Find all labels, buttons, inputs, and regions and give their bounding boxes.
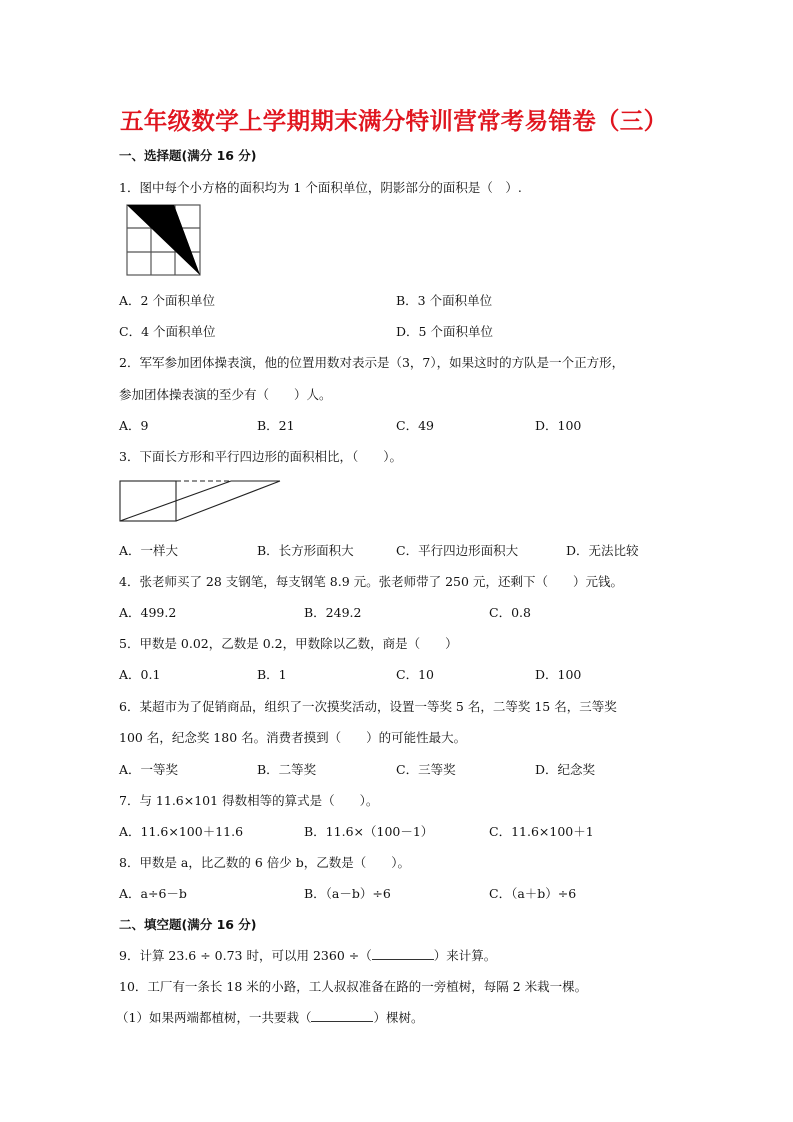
question-8-option-c: C．（a＋b）÷6 — [489, 886, 577, 901]
question-9-text-after: ）来计算。 — [433, 948, 497, 963]
rectangle-parallelogram-figure — [119, 479, 283, 523]
question-3-option-b: B．长方形面积大 — [257, 543, 354, 558]
question-10-part-1-text-after: ）棵树。 — [373, 1010, 424, 1025]
question-5-option-c: C．10 — [396, 667, 434, 682]
question-4-option-b: B．249.2 — [304, 605, 362, 620]
question-1-option-c: C．4 个面积单位 — [119, 324, 216, 339]
question-6-option-c: C．三等奖 — [396, 762, 456, 777]
question-2-stem-line1: 2．军军参加团体操表演，他的位置用数对表示是（3，7），如果这时的方队是一个正方形， — [119, 355, 625, 370]
question-1-option-b: B．3 个面积单位 — [396, 293, 493, 308]
question-5-option-a: A．0.1 — [119, 667, 161, 682]
question-7-stem: 7．与 11.6×101 得数相等的算式是（ ）。 — [119, 793, 379, 808]
question-2-option-a: A．9 — [119, 418, 149, 433]
question-5-stem: 5．甲数是 0.02，乙数是 0.2，甲数除以乙数，商是（ ） — [119, 636, 458, 651]
question-7-option-b: B．11.6×（100－1） — [304, 824, 434, 839]
grid-shaded-triangle-figure — [126, 204, 202, 276]
question-3-option-d: D．无法比较 — [566, 543, 639, 558]
question-2-stem-line2: 参加团体操表演的至少有（ ）人。 — [119, 387, 332, 402]
question-6-stem-line2: 100 名，纪念奖 180 名。消费者摸到（ ）的可能性最大。 — [119, 730, 467, 745]
question-4-option-a: A．499.2 — [119, 605, 177, 620]
question-5-option-d: D．100 — [535, 667, 582, 682]
question-5-option-b: B．1 — [257, 667, 287, 682]
question-9-stem — [119, 946, 496, 964]
question-3-option-c: C．平行四边形面积大 — [396, 543, 519, 558]
page-title: 五年级数学上学期期末满分特训营常考易错卷（三） — [120, 107, 668, 135]
question-4-option-c: C．0.8 — [489, 605, 531, 620]
question-6-option-d: D．纪念奖 — [535, 762, 596, 777]
question-1-option-a: A．2 个面积单位 — [119, 293, 215, 308]
question-9-text-before: 9．计算 23.6 ÷ 0.73 时，可以用 2360 ÷（ — [119, 948, 372, 963]
question-10-part-1 — [116, 1008, 423, 1026]
question-6-option-b: B．二等奖 — [257, 762, 317, 777]
question-4-stem: 4．张老师买了 28 支钢笔，每支钢笔 8.9 元。张老师带了 250 元，还剩下（ ）元钱。 — [119, 574, 623, 589]
question-6-option-a: A．一等奖 — [119, 762, 179, 777]
question-10-stem: 10．工厂有一条长 18 米的小路，工人叔叔准备在路的一旁植树，每隔 2 米栽一棵。 — [119, 979, 588, 994]
question-8-option-a: A．a÷6－b — [119, 886, 187, 901]
question-7-option-a: A．11.6×100＋11.6 — [119, 824, 244, 839]
question-6-stem-line1: 6．某超市为了促销商品，组织了一次摸奖活动，设置一等奖 5 名，二等奖 15 名，三等奖 — [119, 699, 617, 714]
section-heading-fill-in: 二、填空题(满分 16 分) — [119, 917, 257, 932]
question-10-part-1-text-before: （1）如果两端都植树，一共要栽（ — [116, 1010, 312, 1025]
question-2-option-b: B．21 — [257, 418, 295, 433]
question-8-option-b: B．（a－b）÷6 — [304, 886, 391, 901]
question-2-option-d: D．100 — [535, 418, 582, 433]
question-1-option-d: D．5 个面积单位 — [396, 324, 493, 339]
question-8-stem: 8．甲数是 a，比乙数的 6 倍少 b，乙数是（ ）。 — [119, 855, 411, 870]
answer-blank[interactable] — [372, 947, 434, 960]
question-2-option-c: C．49 — [396, 418, 434, 433]
question-3-option-a: A．一样大 — [119, 543, 179, 558]
section-heading-multiple-choice: 一、选择题(满分 16 分) — [119, 148, 257, 163]
question-1-stem: 1．图中每个小方格的面积均为 1 个面积单位，阴影部分的面积是（ ）. — [119, 180, 522, 195]
question-7-option-c: C．11.6×100＋1 — [489, 824, 594, 839]
question-3-stem: 3．下面长方形和平行四边形的面积相比，（ ）。 — [119, 449, 402, 464]
answer-blank[interactable] — [311, 1009, 373, 1022]
